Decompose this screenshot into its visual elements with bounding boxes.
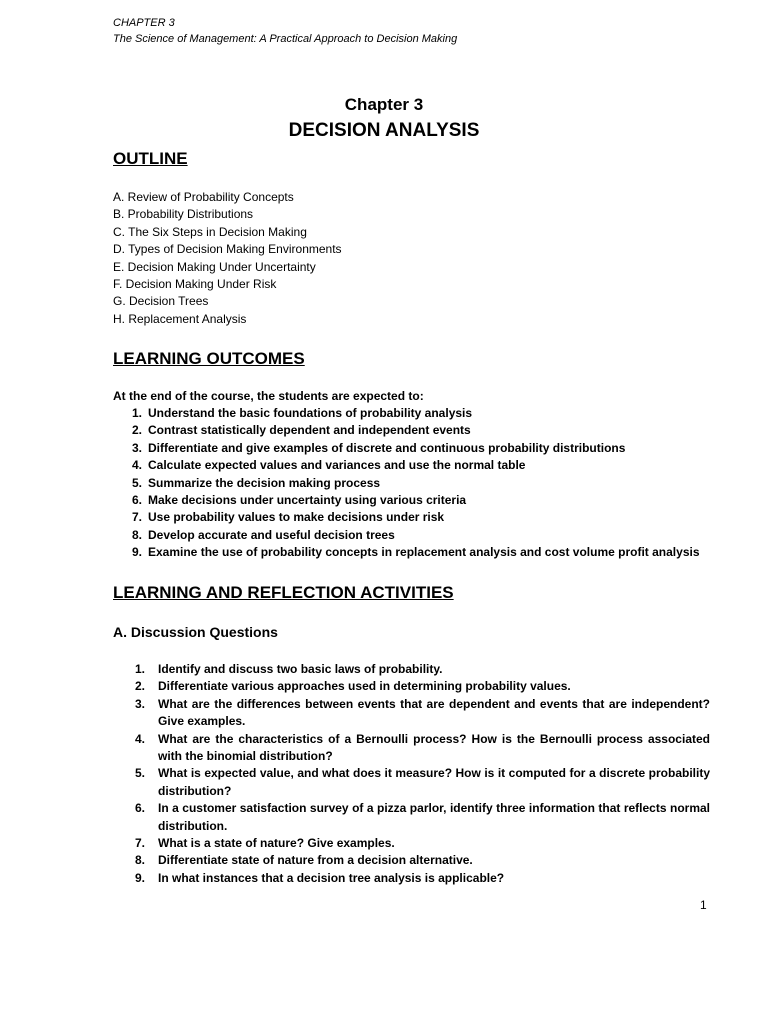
list-item: 5. What is expected value, and what does it measure? How is it computed for a discrete probability distribution? bbox=[135, 766, 710, 798]
learning-outcomes-list bbox=[113, 405, 700, 562]
list-item: 6. Make decisions under uncertainty using various criteria bbox=[131, 492, 467, 507]
list-item: 5. Summarize the decision making process bbox=[131, 475, 381, 490]
discussion-questions-list bbox=[113, 661, 710, 887]
list-item: 8. Develop accurate and useful decision trees bbox=[131, 527, 395, 542]
outline-item: H. Replacement Analysis bbox=[113, 311, 247, 326]
learning-outcomes-intro: At the end of the course, the students are expected to: bbox=[113, 389, 424, 403]
outline-list bbox=[113, 189, 342, 328]
list-item: 7. What is a state of nature? Give examples. bbox=[135, 836, 395, 851]
outline-heading: OUTLINE bbox=[113, 149, 188, 168]
list-item: 1. Understand the basic foundations of probability analysis bbox=[131, 406, 473, 420]
outline-item: G. Decision Trees bbox=[113, 294, 209, 309]
list-item: 8. Differentiate state of nature from a decision alternative. bbox=[135, 853, 473, 868]
list-item: 9. In what instances that a decision tree analysis is applicable? bbox=[135, 870, 505, 885]
discussion-questions-heading: A. Discussion Questions bbox=[113, 624, 278, 640]
list-item: 6. In a customer satisfaction survey of a pizza parlor, identify three information that reflects normal distribution. bbox=[135, 801, 710, 833]
list-item: 3. Differentiate and give examples of discrete and continuous probability distributions bbox=[131, 440, 626, 455]
outline-item: F. Decision Making Under Risk bbox=[113, 276, 277, 291]
list-item: 2. Contrast statistically dependent and independent events bbox=[131, 423, 471, 438]
list-item: 4. What are the characteristics of a Bernoulli process? How is the Bernoulli process associated with the binomial distribution? bbox=[135, 731, 710, 764]
chapter-title: DECISION ANALYSIS bbox=[288, 120, 480, 141]
list-item: 7. Use probability values to make decisions under risk bbox=[131, 510, 445, 525]
list-item: 3. What are the differences between events that are dependent and events that are independent? Give examples. bbox=[135, 696, 710, 729]
running-header-chapter: CHAPTER 3 bbox=[113, 17, 175, 29]
outline-item: C. The Six Steps in Decision Making bbox=[113, 224, 307, 239]
running-header-book-title: The Science of Management: A Practical Approach to Decision Making bbox=[113, 33, 458, 45]
learning-outcomes-heading: LEARNING OUTCOMES bbox=[113, 349, 305, 368]
activities-heading: LEARNING AND REFLECTION ACTIVITIES bbox=[113, 583, 454, 602]
outline-item: A. Review of Probability Concepts bbox=[113, 190, 294, 204]
chapter-label: Chapter 3 bbox=[344, 95, 424, 114]
list-item: 9. Examine the use of probability concepts in replacement analysis and cost volume profit analysis bbox=[131, 545, 700, 560]
list-item: 4. Calculate expected values and variances and use the normal table bbox=[131, 458, 526, 473]
outline-item: D. Types of Decision Making Environments bbox=[113, 242, 342, 257]
page-number: 1 bbox=[700, 898, 707, 912]
list-item: 1. Identify and discuss two basic laws of probability. bbox=[135, 662, 443, 676]
outline-item: E. Decision Making Under Uncertainty bbox=[113, 259, 316, 274]
running-header bbox=[113, 15, 457, 47]
outline-item: B. Probability Distributions bbox=[113, 207, 254, 222]
list-item: 2. Differentiate various approaches used in determining probability values. bbox=[135, 679, 571, 694]
